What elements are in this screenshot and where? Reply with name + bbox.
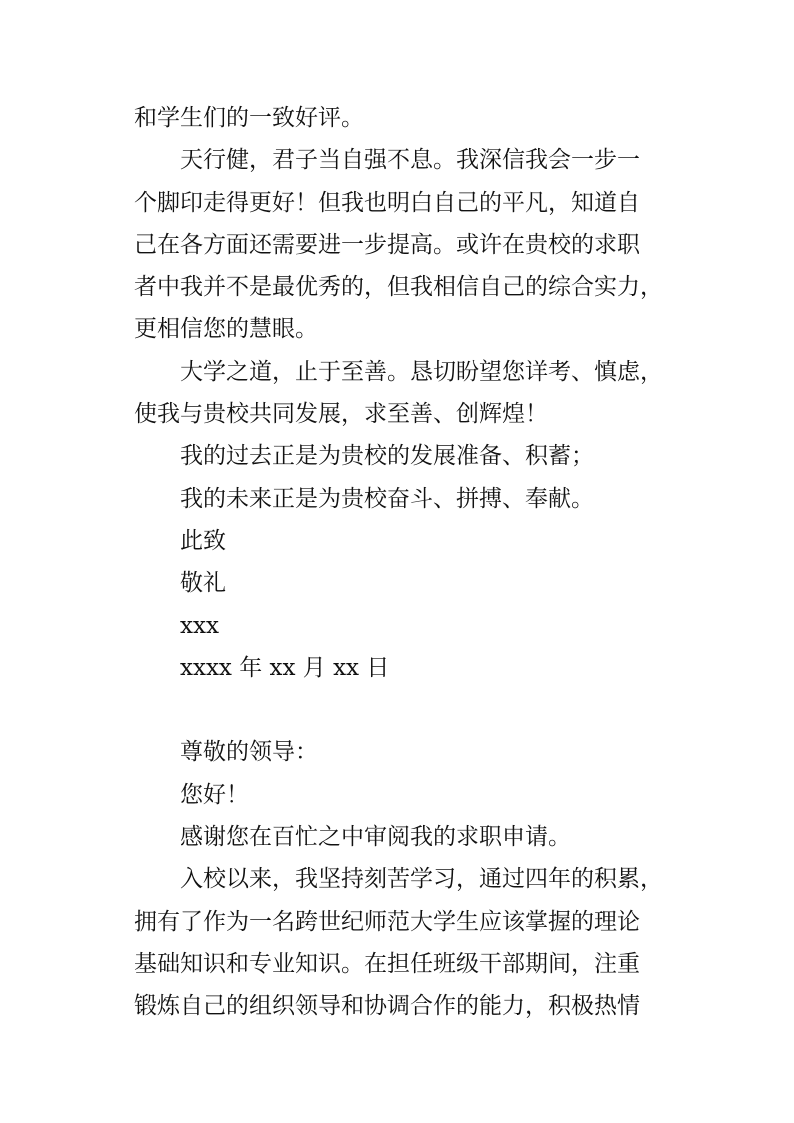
letter-greeting: 尊敬的领导： bbox=[180, 739, 318, 766]
text-line: 基础知识和专业知识。在担任班级干部期间，注重 bbox=[134, 950, 640, 977]
text-line: 锻炼自己的组织领导和协调合作的能力，积极热情 bbox=[134, 993, 640, 1020]
signature-name: xxx bbox=[180, 612, 219, 639]
text-line: 者中我并不是最优秀的，但我相信自己的综合实力， bbox=[134, 274, 663, 301]
text-line: 和学生们的一致好评。 bbox=[134, 105, 364, 131]
text-line: 拥有了作为一名跨世纪师范大学生应该掌握的理论 bbox=[134, 908, 640, 935]
signature-date: xxxx 年 xx 月 xx 日 bbox=[180, 654, 390, 681]
text-line: 感谢您在百忙之中审阅我的求职申请。 bbox=[180, 824, 571, 851]
text-line: 己在各方面还需要进一步提高。或许在贵校的求职 bbox=[134, 231, 640, 258]
text-line: 我的过去正是为贵校的发展准备、积蓄； bbox=[180, 443, 594, 470]
text-line: 入校以来，我坚持刻苦学习，通过四年的积累， bbox=[180, 866, 663, 893]
text-line: 更相信您的慧眼。 bbox=[134, 316, 318, 343]
text-line: 个脚印走得更好！但我也明白自己的平凡，知道自 bbox=[134, 189, 640, 216]
text-line: 天行健，君子当自强不息。我深信我会一步一 bbox=[180, 147, 640, 174]
text-line: 使我与贵校共同发展，求至善、创辉煌！ bbox=[134, 401, 548, 428]
closing-regards: 敬礼 bbox=[180, 570, 226, 597]
section-gap bbox=[134, 689, 674, 731]
text-line: 大学之道，止于至善。恳切盼望您详考、慎虑， bbox=[180, 358, 663, 385]
closing-salutation: 此致 bbox=[180, 527, 226, 554]
document-body bbox=[134, 97, 674, 1028]
letter-opening: 您好！ bbox=[180, 781, 249, 808]
text-line: 我的未来正是为贵校奋斗、拼搏、奉献。 bbox=[180, 485, 594, 512]
